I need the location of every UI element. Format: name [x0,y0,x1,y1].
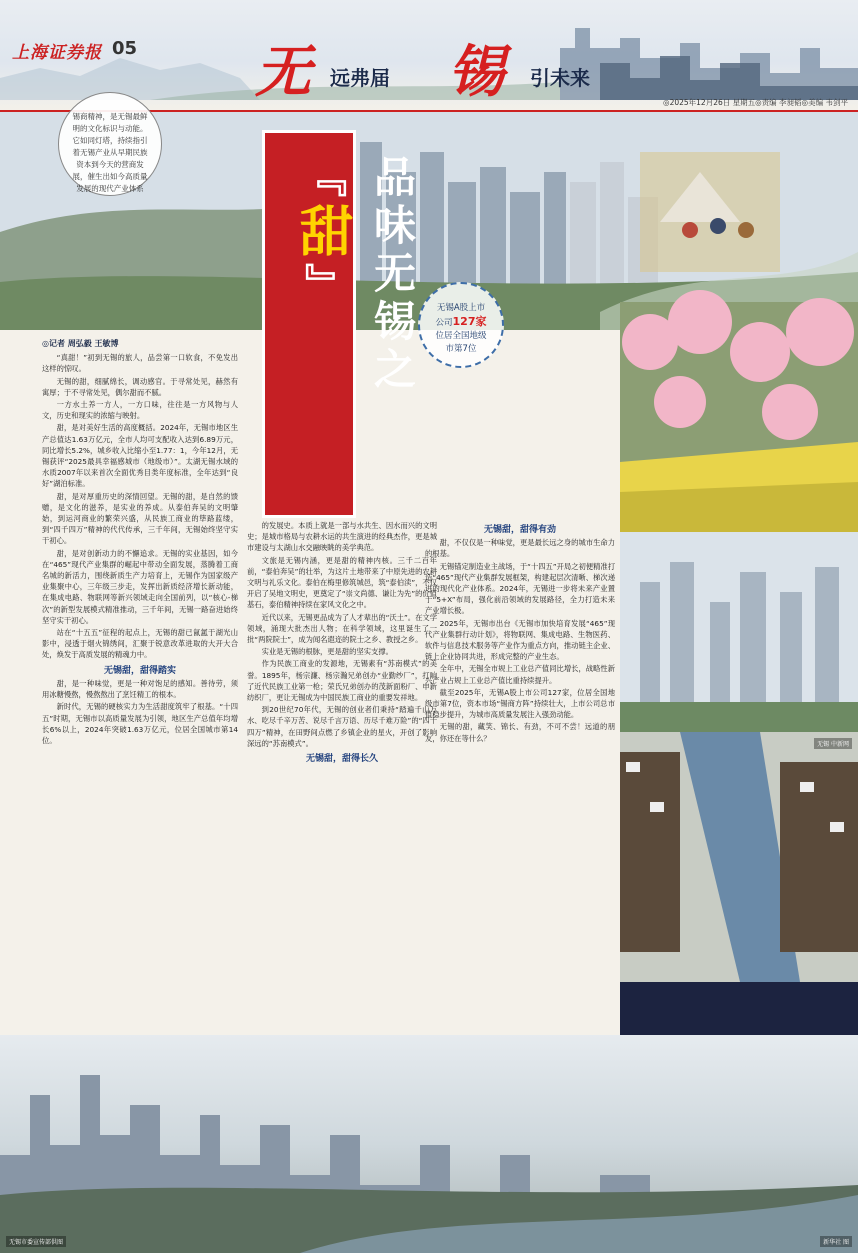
paragraph: 无锡的甜，细腻绵长，调动感官。于寻常处见，赫然有寓厚；于不寻常处见，偶尔甜而不腻。 [42,376,238,397]
paragraph: 站在“十五五”征程的起点上，无锡的甜已氤氲于湖光山影中，浸透于烟火锦绣间，汇聚于锐意改革进取的大开大合处，焕发于高质发展的精魂力中。 [42,628,238,660]
headline-close: 』 [299,263,348,311]
paragraph: 甜，是对美好生活的高度概括。2024年，无锡市地区生产总值达1.63万亿元，全市人均可支配收入达到6.89万元，同比增长5.2%，城乡收入比缩小至1.77：1，今年12月，无锡获评“2025最具幸福感城市（地级市）”。太湖无锡水域的水质2007年以来首次全面优秀目类年度标准，全年达到“良好”湖泊标准。 [42,423,238,489]
paragraph: 近代以来，无锡更品成为了人才辈出的“沃土”。在文学领域，涌现大批杰出人物；在科学领域，这里诞生了一批“两院院士”，成为闻名遐迩的院士之乡、教授之乡。 [247,612,437,645]
photo-credit-bottom-left: 无锡市委宣传部供图 [6,1236,66,1247]
photo-credit-right: 无锡 中新网 [814,738,852,749]
page-number: 05 [112,38,138,59]
section-subhead: 无锡甜，甜得踏实 [103,665,176,676]
paragraph: 甜，不仅仅是一种味觉，更是最长远之身的城市生命力的根基。 [425,538,615,559]
paragraph: 甜，是对厚重历史的深情回望。无锡的甜，是自然的馈赠，是文化的滋养，是实业的养成。从泰伯奔吴的文明肇始，到运河商业的繁荣兴盛，从民族工商业的筚路蓝缕，到“四千四万”精神的代代传承，三千年间，无锡始终坚守实干初心。 [42,491,238,546]
bottom-skyline-photo [0,1035,858,1253]
paragraph: 新时代，无锡的硬核实力为生活甜度筑牢了根基。“十四五”时期，无锡市以高质量发展为引领，地区生产总值年均增长6%以上，2024年突破1.63万亿元，位居全国城市第14位。 [42,702,238,745]
paragraph: 截至2025年，无锡A股上市公司127家，位居全国地级市第7位，资本市场“锡商方阵”持续壮大，上市公司总市值稳步提升，为城市高质量发展注入强劲动能。 [425,687,615,720]
article-column-3 [425,520,615,1025]
brand-character-xi: 锡 [448,39,504,105]
headline-accent-char: 甜 [291,203,355,263]
article-byline: ◎记者 周弘毅 王敏博 [42,339,119,348]
paragraph: 文旅是无锡内涵，更是甜的精神内核。三千二百年前，“泰伯奔吴”的壮举，为这片土地带来了中原先进的农耕文明与礼乐文化。泰伯在梅里修筑城邑，筑“泰伯渎”，不仅开启了吴地文明史，更奠定了“崇文尚德、谦让为先”的价值基石，泰伯精神持续在家风文化之中。 [247,555,437,610]
paragraph: 2025年，无锡市出台《无锡市加快培育发展“465”现代产业集群行动计划》，将物联网、集成电路、生物医药、软件与信息技术服务等产业作为重点方向，推动链主企业、链上企业协同共进，形成完整的产业生态。 [425,618,615,662]
bottom-cityscape [0,1035,858,1253]
paragraph: 到20世纪70年代，无锡的创业者们秉持“踏遍千山万水、吃尽千辛万苦、说尽千言万语、历尽千难万险”的“四千四万”精神，在田野间点燃了乡镇企业的星火，开创了影响深远的“苏南模式”。 [247,705,437,748]
section-subhead: 无锡甜，甜得长久 [305,754,378,765]
stat-line-2: 公司127家 [435,315,487,328]
paragraph: 甜，是对创新动力的不懈追求。无锡的实业基因，如今在“465”现代产业集群的崛起中带动全面发展，蒸腾着工商名城的新活力，围绕新质生产力培育上，无锡作为国家级产业集聚中心，三年级三步走，发挥出新质经济增长新动能，在集成电路、物联网等新兴领域走向全国前列，以“核心-梯次”的新型发展模式精准推动，三千年间，无锡一路奋进始终坚守实干初心。 [42,548,238,625]
page-headline [285,155,422,515]
brand-character-wu: 无 [255,39,311,105]
stat-line-1: 无锡A股上市 [436,303,486,313]
headline-main: 品味无锡之『 [299,155,417,395]
paragraph: 全年中，无锡全市规上工业总产值同比增长，战略性新兴产业占规上工业总产值比重持续提升。 [425,664,615,685]
paragraph: “真甜！”初到无锡的旅人，品尝第一口软食，不免发出这样的惊叹。 [42,353,238,374]
stat-line-4: 市第7位 [445,344,477,354]
hero-photo-caption: 锡商精神，是无锡最鲜明的文化标识与动能。它如同灯塔，持续指引着无锡产业从早期民族资本到今天的营商发展，催生出如今高质量发展的现代产业体系 [58,92,162,196]
paragraph: 一方水土养一方人，一方口味，往往是一方风物与人文，历史和现实的浓缩与映射。 [42,400,238,421]
dateline: ◎2025年12月26日 星期五◎责编 李昶韬◎美编 韦剑平 [663,98,848,107]
article-column-1 [42,338,238,1028]
paragraph: 甜，是一种味觉，更是一种对饱足的感知。善待劳，须用冰糖慢熬，慢熬熬出了烹饪精工的根本。 [42,678,238,700]
section-subhead: 无锡甜，甜得有劲 [483,525,556,535]
paragraph: 无锡锚定制造业主战场，于“十四五”开局之初便精准打造“465”现代产业集群发展框架，构建起层次清晰、梯次递进的现代化产业体系。2024年，无锡进一步将未来产业置于“5+X”布局，强化前沿领域的发展路径，全力打造未来产业增长极。 [425,561,615,616]
header-skyline-illustration [0,18,858,100]
brand-slogan-2: 引未来 [530,66,590,90]
paragraph: 无锡的甜，藏笑、锦长、有劲，不可不尝！远道的朋友，你还在等什么？ [425,722,615,743]
masthead: 上海证券报 [12,43,102,63]
photo-credit-bottom-right: 新华社 图 [820,1236,852,1247]
stat-line-3: 位居全国地级 [435,331,487,341]
paragraph: 实业是无锡的根脉，更是甜的坚实支撑。 [261,647,393,657]
listed-companies-stat [418,282,504,368]
stat-value: 127家 [452,315,487,328]
headline-box [262,130,417,518]
brand-slogan-1: 远弗届 [330,66,390,90]
article-column-2 [247,520,437,1025]
paragraph: 的发展史。本质上就是一部与水共生、因水而兴的文明史；是城市格局与农耕水运的共生演进的经典杰作，更是城市建设与太湖山水交融映眺的美学典范。 [247,521,437,553]
paragraph: 作为民族工商业的发源地，无锡素有“苏南模式”的美誉。1895年，杨宗濂、杨宗瀚兄弟创办“业勤纱厂”，打响了近代民族工业第一枪；荣氏兄弟创办的茂新面粉厂、申新纺织厂，更让无锡成为中国民族工商业的重要发祥地。 [247,659,437,703]
